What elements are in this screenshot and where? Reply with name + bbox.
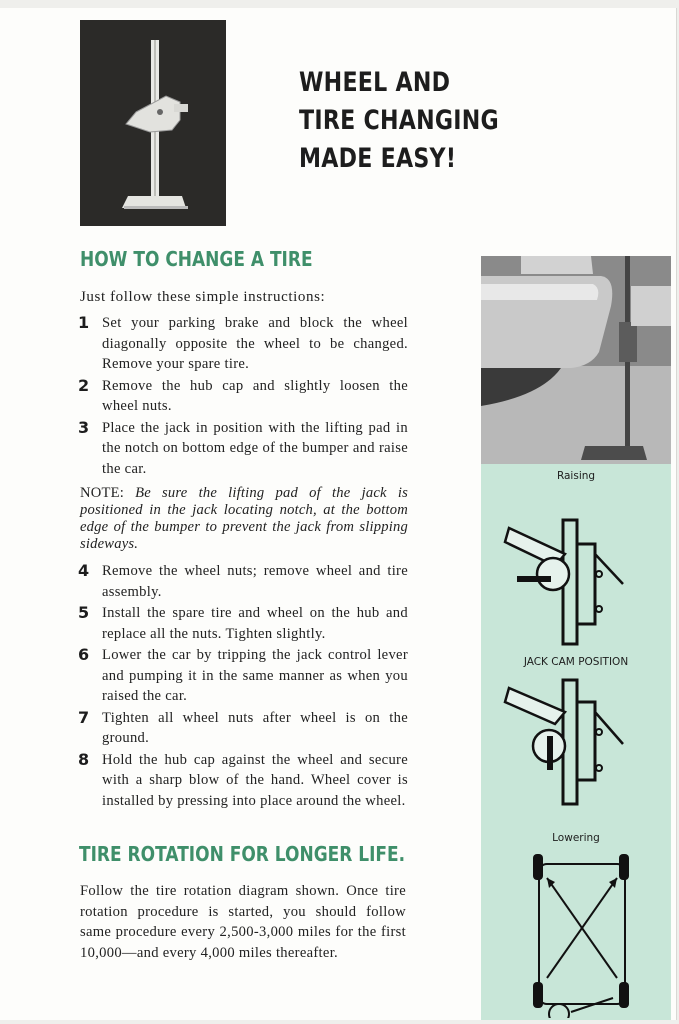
jack-under-bumper-photo (481, 256, 671, 464)
step-item (78, 376, 408, 417)
jack-raising-diagram (503, 514, 653, 650)
step-item (78, 313, 408, 375)
page-title (299, 64, 499, 178)
step-text: Lower the car by tripping the jack control lever and pumping it in the same manner as when you raised the car. (102, 647, 408, 704)
step-text: Place the jack in position with the lifting pad in the notch on bottom edge of the bumper and raise the car. (102, 419, 408, 477)
title-line-1: WHEEL AND (299, 67, 451, 98)
step-text: Tighten all wheel nuts after wheel is on the ground. (102, 709, 408, 746)
step-number: 1 (78, 313, 90, 332)
manual-page (0, 8, 677, 1020)
step-text: Remove the hub cap and slightly loosen the wheel nuts. (102, 377, 408, 414)
step-number: 4 (78, 561, 90, 580)
intro-text: Just follow these simple instructions: (80, 289, 326, 305)
step-number: 8 (78, 749, 90, 769)
section-heading-change-tire: HOW TO CHANGE A TIRE (80, 247, 313, 271)
caption-lowering: Lowering (552, 832, 600, 844)
step-number: 3 (78, 417, 90, 437)
step-item (78, 603, 408, 644)
step-number: 7 (78, 707, 90, 727)
jack-photo (80, 20, 226, 226)
step-number: 5 (78, 603, 90, 622)
instruction-list (78, 313, 408, 812)
note-label: NOTE: (80, 485, 124, 501)
step-item (78, 645, 408, 707)
step-text: Remove the wheel nuts; remove wheel and tire assembly. (102, 563, 408, 600)
step-item (78, 750, 408, 812)
caption-jack-cam-position: JACK CAM POSITION (523, 656, 629, 668)
step-text: Install the spare tire and wheel on the hub and replace all the nuts. Tighten slightly. (102, 605, 408, 642)
step-text: Hold the hub cap against the wheel and secure with a sharp blow of the hand. Wheel cover is installed by pressing into place around the wheel. (102, 751, 408, 809)
jack-lowering-diagram (503, 676, 653, 812)
caption-raising: Raising (556, 470, 596, 482)
bumper-jack-image (80, 20, 226, 226)
step-item (78, 708, 408, 749)
bumper-photo-image (481, 256, 671, 464)
tire-rotation-diagram (521, 852, 641, 1018)
step-item (78, 561, 408, 602)
section-heading-tire-rotation: TIRE ROTATION FOR LONGER LIFE. (79, 842, 406, 866)
illustration-panel (481, 256, 671, 1020)
step-number: 6 (78, 645, 90, 664)
safety-note (80, 485, 408, 553)
title-line-3: MADE EASY! (299, 143, 457, 174)
step-text: Set your parking brake and block the wheel diagonally opposite the wheel to be changed. Remove your spare tire. (102, 315, 408, 372)
rotation-paragraph: Follow the tire rotation diagram shown. Once tire rotation procedure is started, you should follow same procedure every 2,500-3,000 miles for the first 10,000—and every 4,000 miles thereafter. (80, 883, 406, 961)
note-text: Be sure the lifting pad of the jack is positioned in the jack locating notch, at the bottom edge of the bumper to prevent the jack from slipping sideways. (80, 485, 408, 552)
step-item (78, 418, 408, 480)
title-line-2: TIRE CHANGING (299, 105, 499, 136)
step-number: 2 (78, 375, 90, 395)
